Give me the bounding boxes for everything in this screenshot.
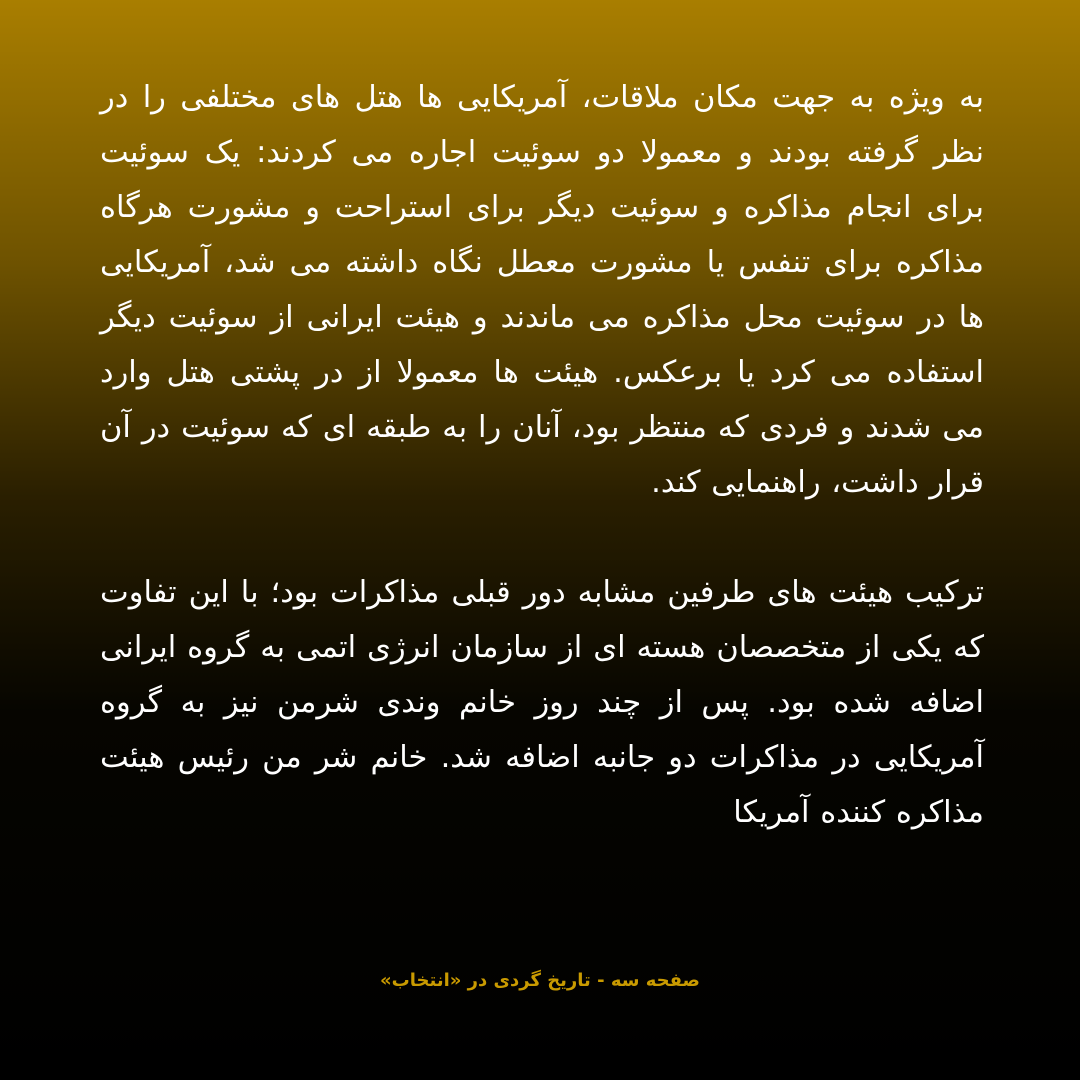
paragraph-1: به ویژه به جهت مکان ملاقات، آمریکایی ها هتل های مختلفی را در نظر گرفته بودند و معمولا دو سوئیت اجاره می کردند: یک سوئیت برای انجام مذاکره و سوئیت دیگر برای استراحت و مشورت هرگاه مذاکره برای تنفس یا مشورت معطل نگاه داشته می شد، آمریکایی ها در سوئیت محل مذاکره می ماندند و هیئت ایرانی از سوئیت دیگر استفاده می کرد یا برعکس. هیئت ها معمولا از در پشتی هتل وارد می شدند و فردی که منتظر بود، آنان را به طبقه ای که سوئیت در آن قرار داشت، راهنمایی کند.	[100, 80, 984, 500]
article-body	[100, 70, 984, 900]
paragraph-2: ترکیب هیئت های طرفین مشابه دور قبلی مذاکرات بود؛ با این تفاوت که یکی از متخصصان هسته ای از سازمان انرژی اتمی به گروه ایرانی اضافه شده بود. پس از چند روز خانم وندی شرمن نیز به گروه آمریکایی در مذاکرات دو جانبه اضافه شد. خانم شر من رئیس هیئت مذاکره کننده آمریکا	[100, 575, 984, 830]
footer-caption: صفحه سه - تاریخ گردی در «انتخاب»	[380, 970, 700, 991]
